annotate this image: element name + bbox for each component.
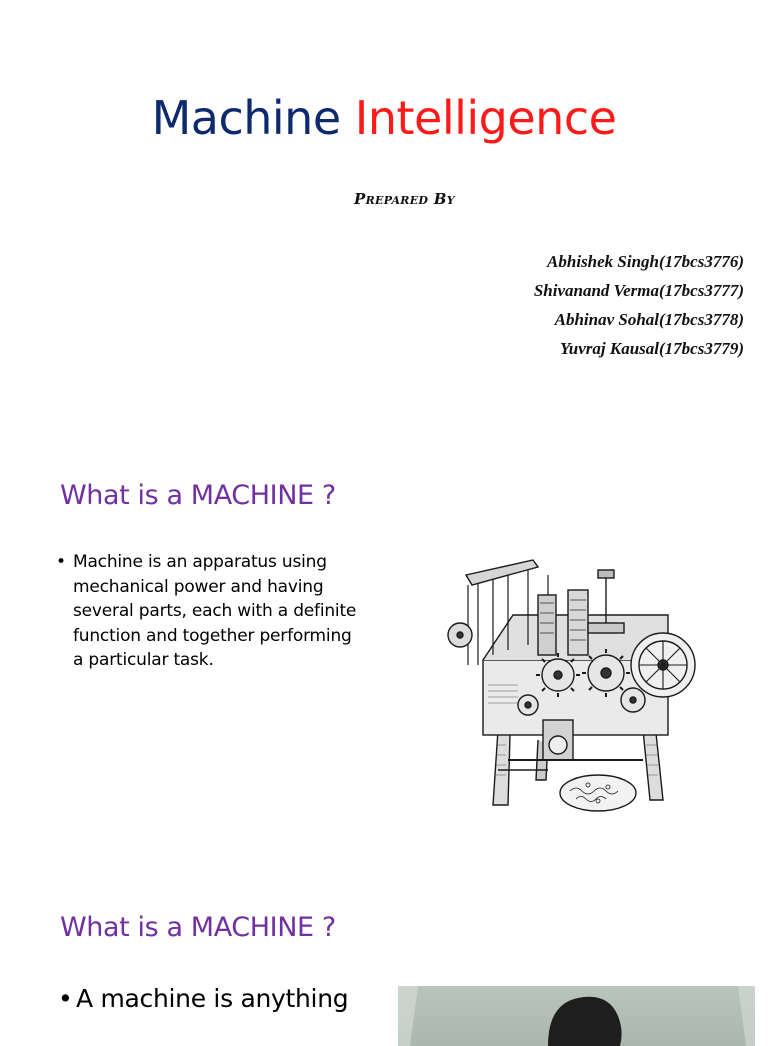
presentation-title [0,86,768,150]
author-item: Abhinav Sohal(17bcs3778) [554,310,744,329]
person-photo [398,986,755,1046]
bullet-icon: • [56,552,66,572]
bullet-list [58,980,378,1018]
person-silhouette-icon [398,986,755,1046]
bullet-list [56,550,366,673]
bullet-icon: • [58,984,73,1013]
machine-illustration-icon [438,555,708,835]
author-item: Yuvraj Kausal(17bcs3779) [559,339,744,358]
slide-heading: What is a MACHINE ? [60,480,336,511]
prepared-by-label: Prepared By [354,190,455,208]
machine-anything-slide [0,900,768,1024]
bullet-text: Machine is an apparatus using mechanical power and having several parts, each with a definite function and together performing a particular task. [73,552,357,670]
title-word-machine: Machine [151,91,341,145]
machine-definition-slide [0,460,768,880]
title-word-intelligence: Intelligence [354,91,617,145]
slide-heading: What is a MACHINE ? [60,912,336,943]
author-item: Abhishek Singh(17bcs3776) [547,252,744,271]
bullet-item [56,550,366,673]
author-item: Shivanand Verma(17bcs3777) [533,281,744,300]
title-slide [0,0,768,430]
author-list [534,247,744,363]
bullet-item [58,980,378,1018]
bullet-text: A machine is anything [76,984,349,1013]
